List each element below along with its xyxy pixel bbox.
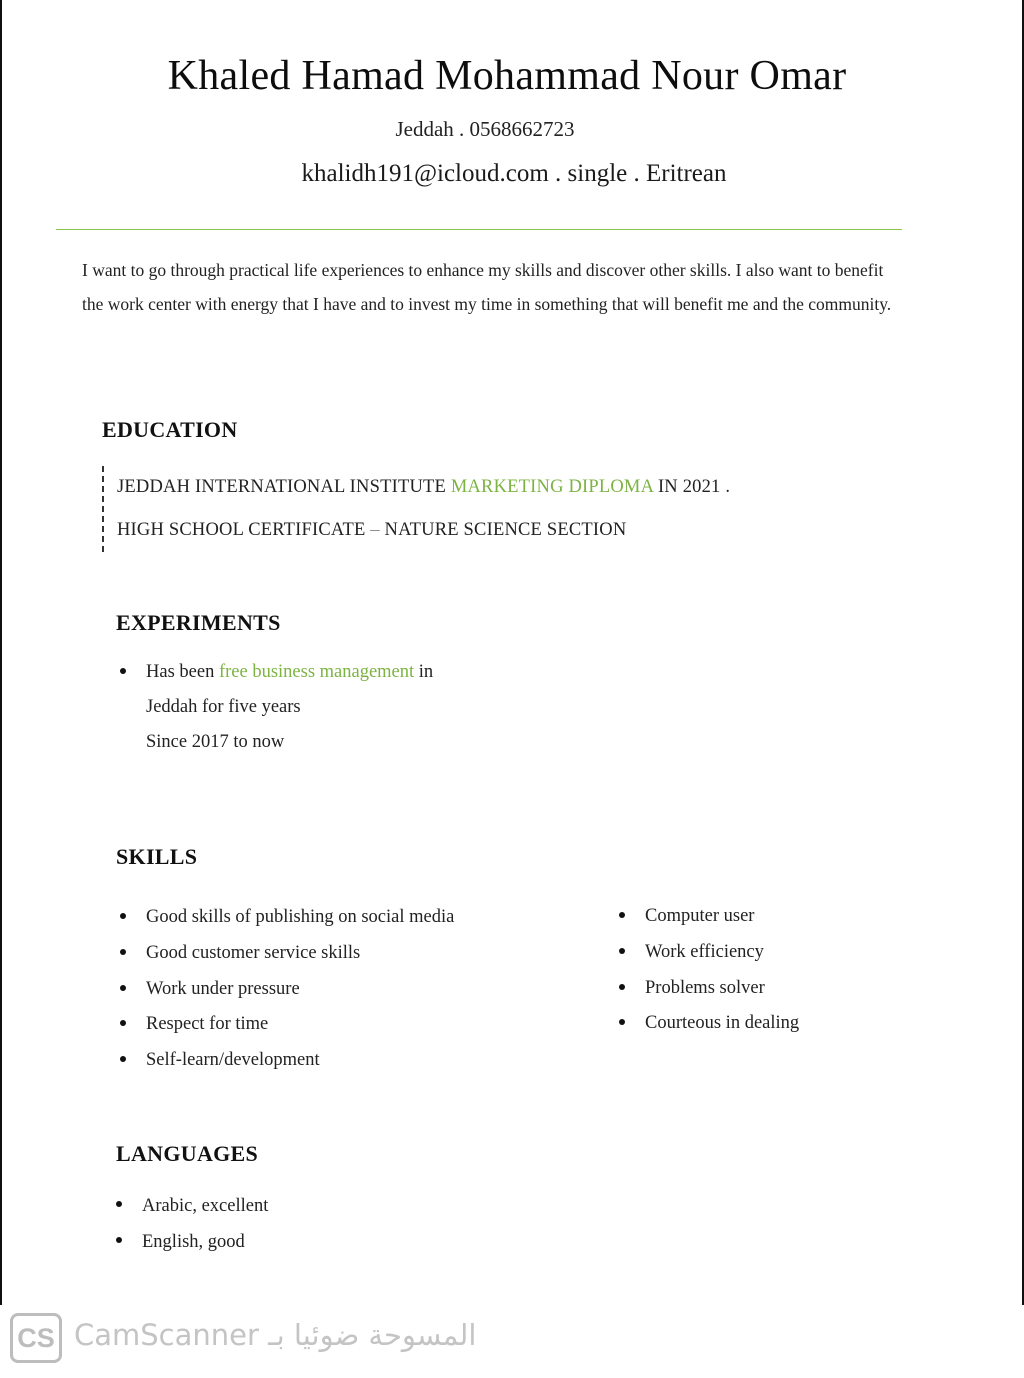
skill-item: Courteous in dealing (615, 1006, 799, 1042)
objective-paragraph: I want to go through practical life experiences to enhance my skills and discover other skills. I also want to benefit the work center with energy that I have and to invest my time in something that will benefit me and the community. (82, 260, 892, 314)
business-management-highlight: free business management (218, 662, 415, 682)
skills-right-list (615, 899, 799, 1042)
candidate-name: Khaled Hamad Mohammad Nour Omar (167, 53, 847, 99)
experience-entry (116, 655, 433, 760)
header-divider (56, 229, 902, 230)
skill-item: Problems solver (615, 971, 799, 1007)
languages-list (112, 1188, 268, 1260)
marketing-diploma-highlight: MARKETING DIPLOMA (450, 477, 654, 497)
experience-location: Jeddah for five years (146, 697, 301, 717)
skill-item: Computer user (615, 899, 799, 935)
experiments-heading: EXPERIMENTS (116, 610, 281, 635)
skill-item: Respect for time (116, 1007, 454, 1043)
camscanner-watermark: CamScanner المسوحة ضوئيا بـ (74, 1318, 477, 1352)
language-item: English, good (112, 1224, 268, 1260)
skill-item: Good skills of publishing on social media (116, 900, 454, 936)
experience-item: Has been free business management in (116, 655, 433, 690)
languages-heading: LANGUAGES (116, 1141, 259, 1166)
experience-period: Since 2017 to now (146, 732, 285, 752)
camscanner-logo-icon: CS (10, 1313, 62, 1363)
skills-heading: SKILLS (116, 844, 198, 869)
skill-item: Self-learn/development (116, 1043, 454, 1079)
skill-item: Good customer service skills (116, 936, 454, 972)
location-phone: Jeddah . 0568662723 (395, 117, 575, 141)
skills-left-list (116, 900, 454, 1079)
language-item: Arabic, excellent (112, 1188, 268, 1224)
skill-item: Work under pressure (116, 972, 454, 1008)
education-list (102, 466, 730, 552)
email-status-nationality: khalidh191@icloud.com . single . Eritrean (301, 160, 727, 187)
education-item: HIGH SCHOOL CERTIFICATE – NATURE SCIENCE SECTION (117, 520, 627, 540)
education-item: JEDDAH INTERNATIONAL INSTITUTE MARKETING DIPLOMA IN 2021 . (117, 477, 731, 497)
skill-item: Work efficiency (615, 935, 799, 971)
education-heading: EDUCATION (102, 417, 238, 442)
